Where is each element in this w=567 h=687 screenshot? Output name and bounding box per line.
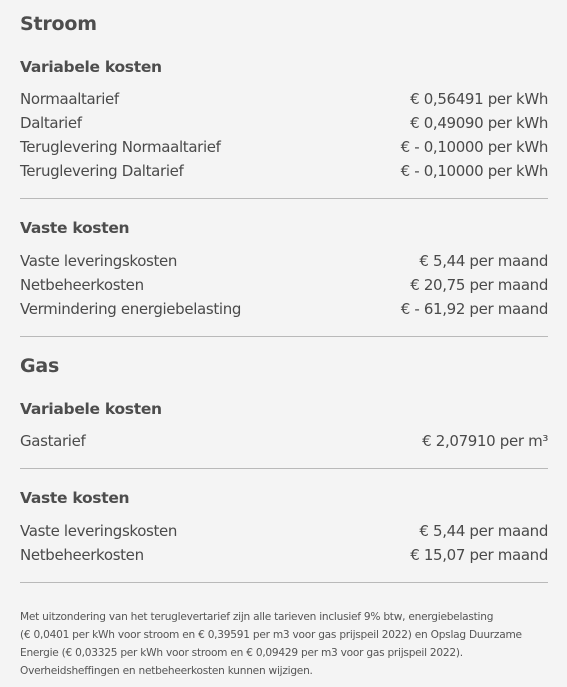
tariff-value: € 15,07 per maand bbox=[410, 546, 548, 564]
tariff-row bbox=[20, 88, 548, 110]
tariff-row bbox=[20, 274, 548, 296]
divider bbox=[20, 198, 548, 199]
stroom-fixed-costs-heading: Vaste kosten bbox=[20, 219, 130, 237]
tariff-label: Netbeheerkosten bbox=[20, 546, 144, 564]
tariff-row bbox=[20, 112, 548, 134]
footnote-line: Overheidsheffingen en netbeheerkosten kunnen wijzigen. bbox=[20, 665, 313, 677]
divider bbox=[20, 336, 548, 337]
tariff-label: Daltarief bbox=[20, 114, 82, 132]
footnote-line: Energie (€ 0,03325 per kWh voor stroom en € 0,09429 per m3 voor gas prijspeil 2022). bbox=[20, 647, 463, 659]
stroom-variable-costs-heading: Variabele kosten bbox=[20, 58, 162, 76]
tariff-row bbox=[20, 298, 548, 320]
tariff-label: Teruglevering Normaaltarief bbox=[20, 138, 221, 156]
tariff-row bbox=[20, 520, 548, 542]
tariff-label: Netbeheerkosten bbox=[20, 276, 144, 294]
section-title-stroom: Stroom bbox=[20, 13, 97, 35]
tariff-value: € 2,07910 per m³ bbox=[422, 432, 548, 450]
footnote bbox=[20, 608, 548, 680]
gas-variable-costs-heading: Variabele kosten bbox=[20, 400, 162, 418]
tariff-row bbox=[20, 544, 548, 566]
tariff-label: Vaste leveringskosten bbox=[20, 522, 178, 540]
tariff-row bbox=[20, 160, 548, 182]
tariff-label: Normaaltarief bbox=[20, 90, 119, 108]
tariff-value: € - 0,10000 per kWh bbox=[400, 138, 548, 156]
divider bbox=[20, 582, 548, 583]
tariff-row bbox=[20, 430, 548, 452]
tariff-row bbox=[20, 250, 548, 272]
tariff-label: Vaste leveringskosten bbox=[20, 252, 178, 270]
tariff-value: € - 61,92 per maand bbox=[400, 300, 548, 318]
tariff-value: € 0,49090 per kWh bbox=[410, 114, 548, 132]
tariff-value: € 0,56491 per kWh bbox=[410, 90, 548, 108]
tariff-value: € - 0,10000 per kWh bbox=[400, 162, 548, 180]
tariff-label: Vermindering energiebelasting bbox=[20, 300, 242, 318]
tariff-row bbox=[20, 136, 548, 158]
tariff-label: Gastarief bbox=[20, 432, 86, 450]
footnote-line: Met uitzondering van het teruglevertarief zijn alle tarieven inclusief 9% btw, energiebelasting bbox=[20, 611, 494, 623]
footnote-line: (€ 0,0401 per kWh voor stroom en € 0,39591 per m3 voor gas prijspeil 2022) en Opslag Duurzame bbox=[20, 629, 522, 641]
gas-fixed-costs-heading: Vaste kosten bbox=[20, 489, 130, 507]
tariff-label: Teruglevering Daltarief bbox=[20, 162, 184, 180]
tariff-value: € 5,44 per maand bbox=[419, 522, 548, 540]
section-title-gas: Gas bbox=[20, 355, 60, 377]
tariff-value: € 20,75 per maand bbox=[410, 276, 548, 294]
tariff-value: € 5,44 per maand bbox=[419, 252, 548, 270]
divider bbox=[20, 468, 548, 469]
